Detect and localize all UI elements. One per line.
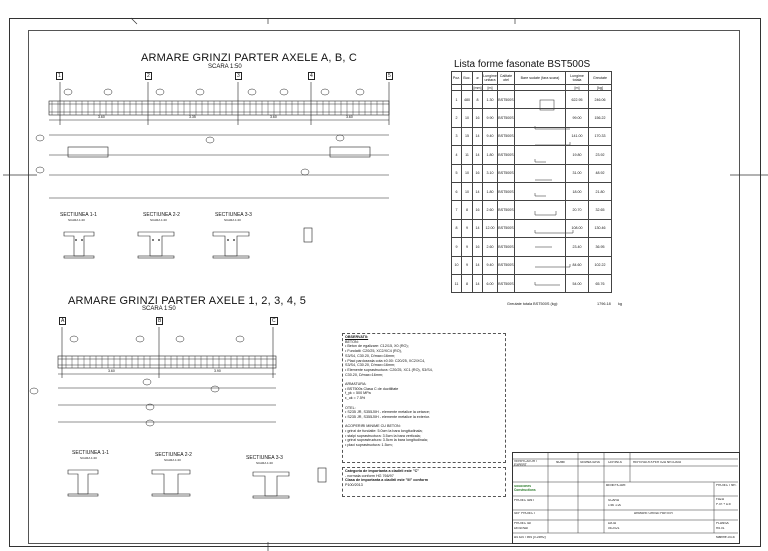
report-label: REFERAT/EXPERTIZA NR./DATA bbox=[633, 461, 682, 464]
note-line: • Beton de egalizare: C12/15, X0 (RO); bbox=[345, 344, 409, 349]
table-cell bbox=[515, 146, 566, 164]
section-title: SECTIUNEA 1-1 bbox=[60, 212, 97, 218]
verifier-label: VERIFICATOR / EXPERT bbox=[514, 460, 537, 467]
role-label: SEF PROIECT bbox=[514, 512, 536, 515]
table-cell bbox=[515, 201, 566, 219]
axis-label: 3 bbox=[237, 73, 240, 79]
section-scale: SCARA 1:20 bbox=[256, 461, 273, 465]
table-cell: 9.90 bbox=[483, 109, 498, 127]
importance-category-box bbox=[342, 467, 506, 497]
table-row bbox=[452, 238, 612, 256]
axis-label: 5 bbox=[388, 73, 391, 79]
column-header: Calitate otel bbox=[498, 72, 515, 85]
date-label: DATA bbox=[608, 522, 617, 525]
table-cell: BST500S bbox=[498, 201, 515, 219]
role-label: DESENAT bbox=[514, 527, 529, 530]
table-cell bbox=[515, 127, 566, 145]
table-cell: 8 bbox=[462, 201, 473, 219]
note-line: • Elemente suprastructura: C20/25, XC1 (RO), S3/S4, bbox=[345, 367, 433, 372]
table-cell: 54.00 bbox=[566, 274, 589, 292]
table-cell: 102.22 bbox=[589, 256, 612, 274]
section-scale: SCARA 1:20 bbox=[68, 218, 85, 222]
table-cell: 14 bbox=[473, 146, 483, 164]
column-header: ø bbox=[473, 72, 483, 85]
notes-heading: OBSERVATII: bbox=[345, 335, 369, 339]
company-logo-text: Soluciones Constructions bbox=[514, 485, 536, 492]
table-cell: 4 bbox=[452, 146, 462, 164]
category-line: Categoria de importanta a cladirii este "C" bbox=[345, 469, 419, 473]
scale-value: 1:50 1:20 bbox=[608, 504, 622, 507]
table-cell: 622.95 bbox=[566, 91, 589, 109]
note-line: OTEL: bbox=[345, 405, 356, 410]
note-line: ACOPERIRI MINIME CU BETON: bbox=[345, 424, 401, 429]
table-cell: 2.60 bbox=[483, 238, 498, 256]
drawing-name: ARMARE GRINZI PARTER bbox=[634, 512, 673, 515]
table-cell bbox=[515, 219, 566, 237]
name-label: NUME bbox=[556, 461, 566, 464]
note-line: • grinzi suprastructura: 3.5cm la bara longitudinala; bbox=[345, 438, 428, 443]
section2-title: ARMARE GRINZI PARTER AXELE 1, 2, 3, 4, 5 bbox=[68, 295, 307, 307]
table-cell: 10 bbox=[462, 109, 473, 127]
table-cell bbox=[515, 274, 566, 292]
sheet-value: R5.01 bbox=[716, 527, 725, 530]
table-cell: BST500S bbox=[498, 238, 515, 256]
table-cell: BST500S bbox=[498, 127, 515, 145]
table-cell: 2.60 bbox=[483, 201, 498, 219]
table-cell: 36.95 bbox=[589, 238, 612, 256]
category-line: Clasa de importanta a cladirii este "III" conform bbox=[345, 478, 429, 483]
note-line: ARMATURA: bbox=[345, 382, 367, 387]
note-line: • placi suprastructura: 1.5cm; bbox=[345, 443, 393, 448]
sheet-label: PLANSA bbox=[716, 522, 729, 525]
table-row bbox=[452, 182, 612, 200]
table-cell: 19.80 bbox=[566, 146, 589, 164]
project-number-label: PROIECT NR. bbox=[716, 484, 737, 487]
scale-label: SCARA bbox=[608, 499, 619, 502]
table-cell: BST500S bbox=[498, 109, 515, 127]
table-cell: 9 bbox=[462, 256, 473, 274]
table-cell: 3 bbox=[452, 127, 462, 145]
note-line: • BST500s Clasa C de ductilitate bbox=[345, 386, 399, 391]
rebar-schedule-table bbox=[451, 71, 612, 293]
table-cell: 32.65 bbox=[589, 201, 612, 219]
table-cell: BST500S bbox=[498, 256, 515, 274]
table-cell: 15 bbox=[462, 127, 473, 145]
table-cell: 2 bbox=[452, 109, 462, 127]
table-cell: BST500S bbox=[498, 146, 515, 164]
section-title: SECTIUNEA 2-2 bbox=[143, 212, 180, 218]
table-row bbox=[452, 201, 612, 219]
unit-cell: [kg] bbox=[589, 85, 612, 91]
unit-cell: [mm] bbox=[473, 85, 482, 90]
note-line: C30.20, D/max=16mm; bbox=[345, 372, 384, 377]
unit-cell: [m] bbox=[566, 85, 589, 91]
table-row bbox=[452, 109, 612, 127]
section2-scale: SCARA 1:50 bbox=[142, 306, 176, 312]
phase-label: FAZA bbox=[716, 498, 724, 501]
table-cell: 8 bbox=[473, 91, 483, 109]
table-cell: 10 bbox=[452, 256, 462, 274]
table-cell: 156.22 bbox=[589, 109, 612, 127]
table-cell: 7 bbox=[452, 201, 462, 219]
table-row bbox=[452, 219, 612, 237]
table-cell bbox=[515, 109, 566, 127]
column-header: Lungime unitara bbox=[483, 72, 498, 85]
section-title: SECTIUNEA 3-3 bbox=[246, 455, 283, 461]
signature-label: SEMNATURA bbox=[580, 461, 600, 464]
span-dimension: 3.60 bbox=[346, 115, 353, 119]
table-cell: 141.00 bbox=[566, 127, 589, 145]
table-cell bbox=[515, 182, 566, 200]
table-cell: 14 bbox=[473, 274, 483, 292]
table-cell: 23.92 bbox=[589, 146, 612, 164]
table-cell: 12.00 bbox=[483, 219, 498, 237]
role-label: PROIECTANT bbox=[514, 499, 535, 502]
table-cell: 246.06 bbox=[589, 91, 612, 109]
note-line: S3/S4, C30.20, D/max=16mm; bbox=[345, 363, 396, 368]
table-cell: 1.80 bbox=[483, 182, 498, 200]
table-cell: 9 bbox=[452, 238, 462, 256]
table-cell: 18.00 bbox=[566, 182, 589, 200]
table-cell: 23.40 bbox=[566, 238, 589, 256]
table-row bbox=[452, 127, 612, 145]
note-line: ε_uk = 7.5% bbox=[345, 396, 366, 401]
total-weight-unit: kg bbox=[618, 302, 623, 306]
axis-label: C bbox=[272, 318, 276, 324]
table-cell: 21.80 bbox=[589, 182, 612, 200]
table-cell: 130.46 bbox=[589, 219, 612, 237]
column-header: Bare sudate (fara scara) bbox=[515, 72, 566, 85]
table-cell bbox=[515, 256, 566, 274]
table-cell: 16 bbox=[473, 201, 483, 219]
section-scale: SCARA 1:20 bbox=[164, 458, 181, 462]
table-cell: 5 bbox=[452, 164, 462, 182]
table-cell: 14 bbox=[473, 219, 483, 237]
table-cell: 31.00 bbox=[566, 164, 589, 182]
table-cell: 8 bbox=[452, 219, 462, 237]
note-line: f_yk = 500 MPa bbox=[345, 391, 371, 396]
span-dimension: 3.90 bbox=[214, 369, 221, 373]
table-row bbox=[452, 274, 612, 292]
axis-label: 4 bbox=[310, 73, 313, 79]
category-line: P100/2013 bbox=[345, 483, 363, 488]
table-cell: 65.76 bbox=[589, 274, 612, 292]
span-dimension: 3.60 bbox=[98, 115, 105, 119]
section1-title: ARMARE GRINZI PARTER AXELE A, B, C bbox=[141, 52, 358, 64]
table-cell: 84.60 bbox=[566, 256, 589, 274]
column-header: Poz. bbox=[452, 72, 462, 85]
table-cell: 9 bbox=[462, 238, 473, 256]
table-cell: 10 bbox=[462, 182, 473, 200]
table-cell: BST500S bbox=[498, 91, 515, 109]
note-line: S3/S4, C30.20, D/max=16mm; bbox=[345, 353, 396, 358]
table-row bbox=[452, 146, 612, 164]
section1-scale: SCARA 1:50 bbox=[208, 64, 242, 70]
table-cell: 14 bbox=[473, 256, 483, 274]
table-row bbox=[452, 256, 612, 274]
table-cell: 1.80 bbox=[483, 146, 498, 164]
note-line: • stalpi suprastructura: 3.5cm la bara verticala; bbox=[345, 433, 421, 438]
format-label: Marime 2016 bbox=[716, 536, 735, 539]
note-line: • Fundatii: C20/25, XC2/XC4 (RO), bbox=[345, 349, 402, 354]
table-cell: 8 bbox=[462, 274, 473, 292]
phase-value: P.Th + D.E bbox=[716, 503, 732, 506]
table-cell: 99.00 bbox=[566, 109, 589, 127]
table-cell: 20.70 bbox=[566, 201, 589, 219]
table-cell: 11 bbox=[462, 146, 473, 164]
table-cell: 11 bbox=[452, 274, 462, 292]
table-cell bbox=[515, 91, 566, 109]
note-line: • Placi pardoseala cota ±0.00: C20/25, XC2/XC4, bbox=[345, 358, 426, 363]
unit-cell: [m] bbox=[483, 85, 498, 91]
role-label: PROIECTAT bbox=[514, 522, 532, 525]
section-title: SECTIUNEA 3-3 bbox=[215, 212, 252, 218]
note-line: • S235 JR, S355J0H - elemente metalice la cetarce; bbox=[345, 410, 430, 415]
axis-label: A bbox=[61, 318, 65, 324]
note-line: • grinzi de fundatie: 5.0cm la bara longitudinala; bbox=[345, 429, 423, 434]
table-cell: 10 bbox=[462, 164, 473, 182]
axis-label: B bbox=[158, 318, 162, 324]
section-scale: SCARA 1:20 bbox=[150, 218, 167, 222]
table-cell: 9.40 bbox=[483, 127, 498, 145]
section-scale: SCARA 1:20 bbox=[80, 456, 97, 460]
column-header: Buc. bbox=[462, 72, 473, 85]
total-weight-value: 1796.18 bbox=[597, 302, 611, 306]
axis-label: 1 bbox=[58, 73, 61, 79]
section-title: SECTIUNEA 2-2 bbox=[155, 452, 192, 458]
notes-box bbox=[342, 333, 506, 463]
table-cell: 3.10 bbox=[483, 164, 498, 182]
section-title: SECTIUNEA 1-1 bbox=[72, 450, 109, 456]
owner-label: BENEFICIAR: bbox=[606, 484, 627, 487]
date-value: 05.2021 bbox=[608, 527, 620, 530]
table-cell: BST500S bbox=[498, 164, 515, 182]
span-dimension: 3.60 bbox=[108, 369, 115, 373]
table-cell: BST500S bbox=[498, 219, 515, 237]
table-cell: 170.33 bbox=[589, 127, 612, 145]
table-cell: 14 bbox=[473, 127, 483, 145]
table-row bbox=[452, 91, 612, 109]
table-cell: 16 bbox=[473, 238, 483, 256]
table-cell: BST500S bbox=[498, 182, 515, 200]
table-cell: 9.40 bbox=[483, 256, 498, 274]
axis-label: 2 bbox=[147, 73, 150, 79]
section-scale: SCARA 1:20 bbox=[224, 218, 241, 222]
span-dimension: 3.35 bbox=[189, 115, 196, 119]
table-cell: 108.00 bbox=[566, 219, 589, 237]
table-cell: 480 bbox=[462, 91, 473, 109]
total-weight-label: Greutate totala BST500S (kg): bbox=[507, 302, 559, 306]
note-line: • S235 JR, S355J0H - elemente metalice la exterior. bbox=[345, 414, 430, 419]
table-cell: 9 bbox=[462, 219, 473, 237]
note-line: BETON: bbox=[345, 339, 359, 344]
table-cell: 14 bbox=[473, 182, 483, 200]
table-cell: 16 bbox=[473, 109, 483, 127]
table-cell: 1.30 bbox=[483, 91, 498, 109]
table-cell bbox=[515, 164, 566, 182]
table-cell: 48.92 bbox=[589, 164, 612, 182]
table-cell: 6 bbox=[452, 182, 462, 200]
column-header: Greutate bbox=[589, 72, 612, 85]
span-dimension: 3.60 bbox=[270, 115, 277, 119]
table-cell: 6.00 bbox=[483, 274, 498, 292]
column-header: Lungime totala bbox=[566, 72, 589, 85]
rebar-list-title: Lista forme fasonate BST500S bbox=[454, 59, 591, 70]
table-row bbox=[452, 164, 612, 182]
category-line: - normala conform HG 766/97 bbox=[345, 473, 394, 478]
table-cell: 1 bbox=[452, 91, 462, 109]
table-cell bbox=[515, 238, 566, 256]
table-cell: 16 bbox=[473, 164, 483, 182]
requirement-label: CERINTA bbox=[608, 461, 622, 464]
table-cell: BST500S bbox=[498, 274, 515, 292]
paper-size: A4 420 / 594 (0.25m2) bbox=[514, 536, 546, 539]
